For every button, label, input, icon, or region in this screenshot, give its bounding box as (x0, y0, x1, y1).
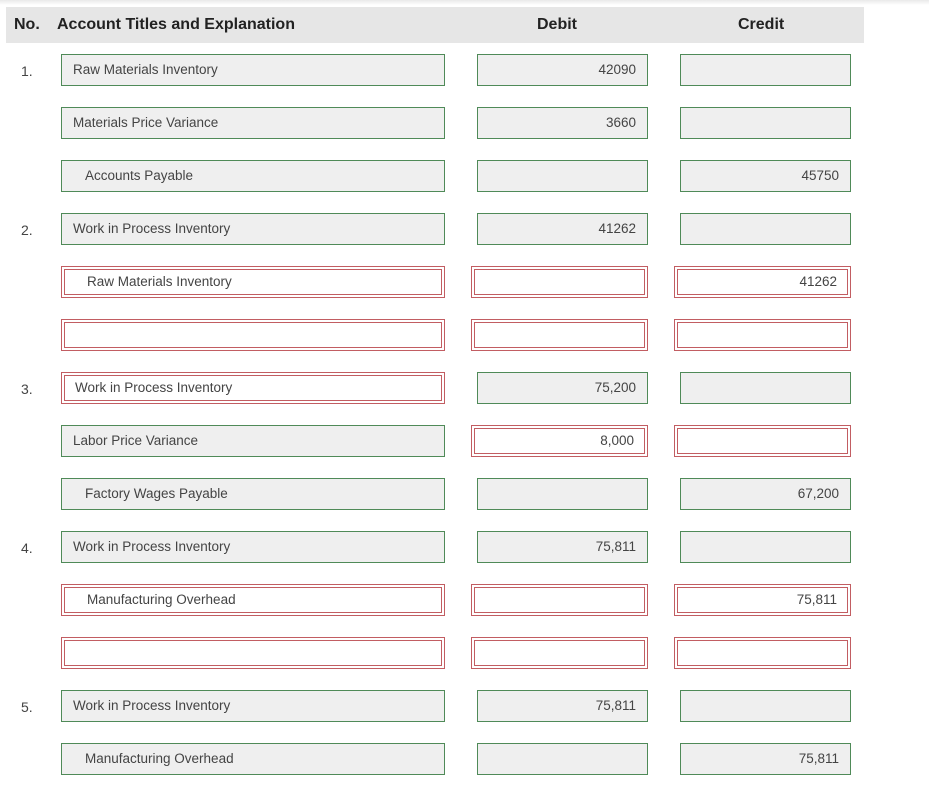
credit-field[interactable] (680, 213, 851, 245)
journal-row (0, 160, 929, 194)
account-field[interactable]: Materials Price Variance (61, 107, 445, 139)
debit-field[interactable] (471, 637, 648, 669)
credit-field[interactable] (680, 531, 851, 563)
credit-field[interactable] (680, 372, 851, 404)
debit-field[interactable] (477, 478, 648, 510)
debit-field[interactable]: 75,200 (477, 372, 648, 404)
journal-row (0, 531, 929, 565)
account-field[interactable] (61, 637, 445, 669)
account-field[interactable]: Work in Process Inventory (61, 213, 445, 245)
credit-field[interactable]: 67,200 (680, 478, 851, 510)
account-field[interactable]: Manufacturing Overhead (61, 743, 445, 775)
credit-field[interactable]: 41262 (674, 266, 851, 298)
debit-field[interactable]: 41262 (477, 213, 648, 245)
header-no: No. (14, 16, 40, 33)
credit-field[interactable] (674, 425, 851, 457)
debit-field[interactable]: 8,000 (471, 425, 648, 457)
debit-field[interactable] (477, 743, 648, 775)
journal-row (0, 266, 929, 300)
debit-field[interactable] (471, 266, 648, 298)
account-field[interactable]: Labor Price Variance (61, 425, 445, 457)
top-divider (0, 0, 929, 5)
journal-row (0, 213, 929, 247)
debit-field[interactable] (471, 319, 648, 351)
debit-field[interactable]: 3660 (477, 107, 648, 139)
entry-number: 1. (21, 63, 33, 79)
credit-field[interactable]: 75,811 (680, 743, 851, 775)
journal-row (0, 54, 929, 88)
journal-header (6, 7, 864, 43)
credit-field[interactable]: 75,811 (674, 584, 851, 616)
credit-field[interactable] (680, 690, 851, 722)
journal-row (0, 478, 929, 512)
entry-number: 3. (21, 381, 33, 397)
entry-number: 2. (21, 222, 33, 238)
header-credit: Credit (738, 16, 785, 33)
account-field[interactable]: Manufacturing Overhead (61, 584, 445, 616)
account-field[interactable]: Accounts Payable (61, 160, 445, 192)
journal-row (0, 743, 929, 777)
entry-number: 4. (21, 540, 33, 556)
account-field[interactable] (61, 319, 445, 351)
debit-field[interactable]: 75,811 (477, 690, 648, 722)
journal-row (0, 425, 929, 459)
credit-field[interactable]: 45750 (680, 160, 851, 192)
journal-row (0, 107, 929, 141)
credit-field[interactable] (680, 107, 851, 139)
account-field[interactable]: Work in Process Inventory (61, 372, 445, 404)
debit-field[interactable] (477, 160, 648, 192)
journal-row (0, 372, 929, 406)
debit-field[interactable]: 75,811 (477, 531, 648, 563)
journal-row (0, 319, 929, 353)
entry-number: 5. (21, 699, 33, 715)
account-field[interactable]: Work in Process Inventory (61, 690, 445, 722)
debit-field[interactable] (471, 584, 648, 616)
journal-row (0, 584, 929, 618)
header-account-titles: Account Titles and Explanation (57, 16, 295, 33)
account-field[interactable]: Work in Process Inventory (61, 531, 445, 563)
journal-row (0, 690, 929, 724)
credit-field[interactable] (674, 319, 851, 351)
account-field[interactable]: Raw Materials Inventory (61, 266, 445, 298)
header-debit: Debit (537, 16, 577, 33)
journal-row (0, 637, 929, 671)
account-field[interactable]: Factory Wages Payable (61, 478, 445, 510)
credit-field[interactable] (674, 637, 851, 669)
debit-field[interactable]: 42090 (477, 54, 648, 86)
credit-field[interactable] (680, 54, 851, 86)
account-field[interactable]: Raw Materials Inventory (61, 54, 445, 86)
